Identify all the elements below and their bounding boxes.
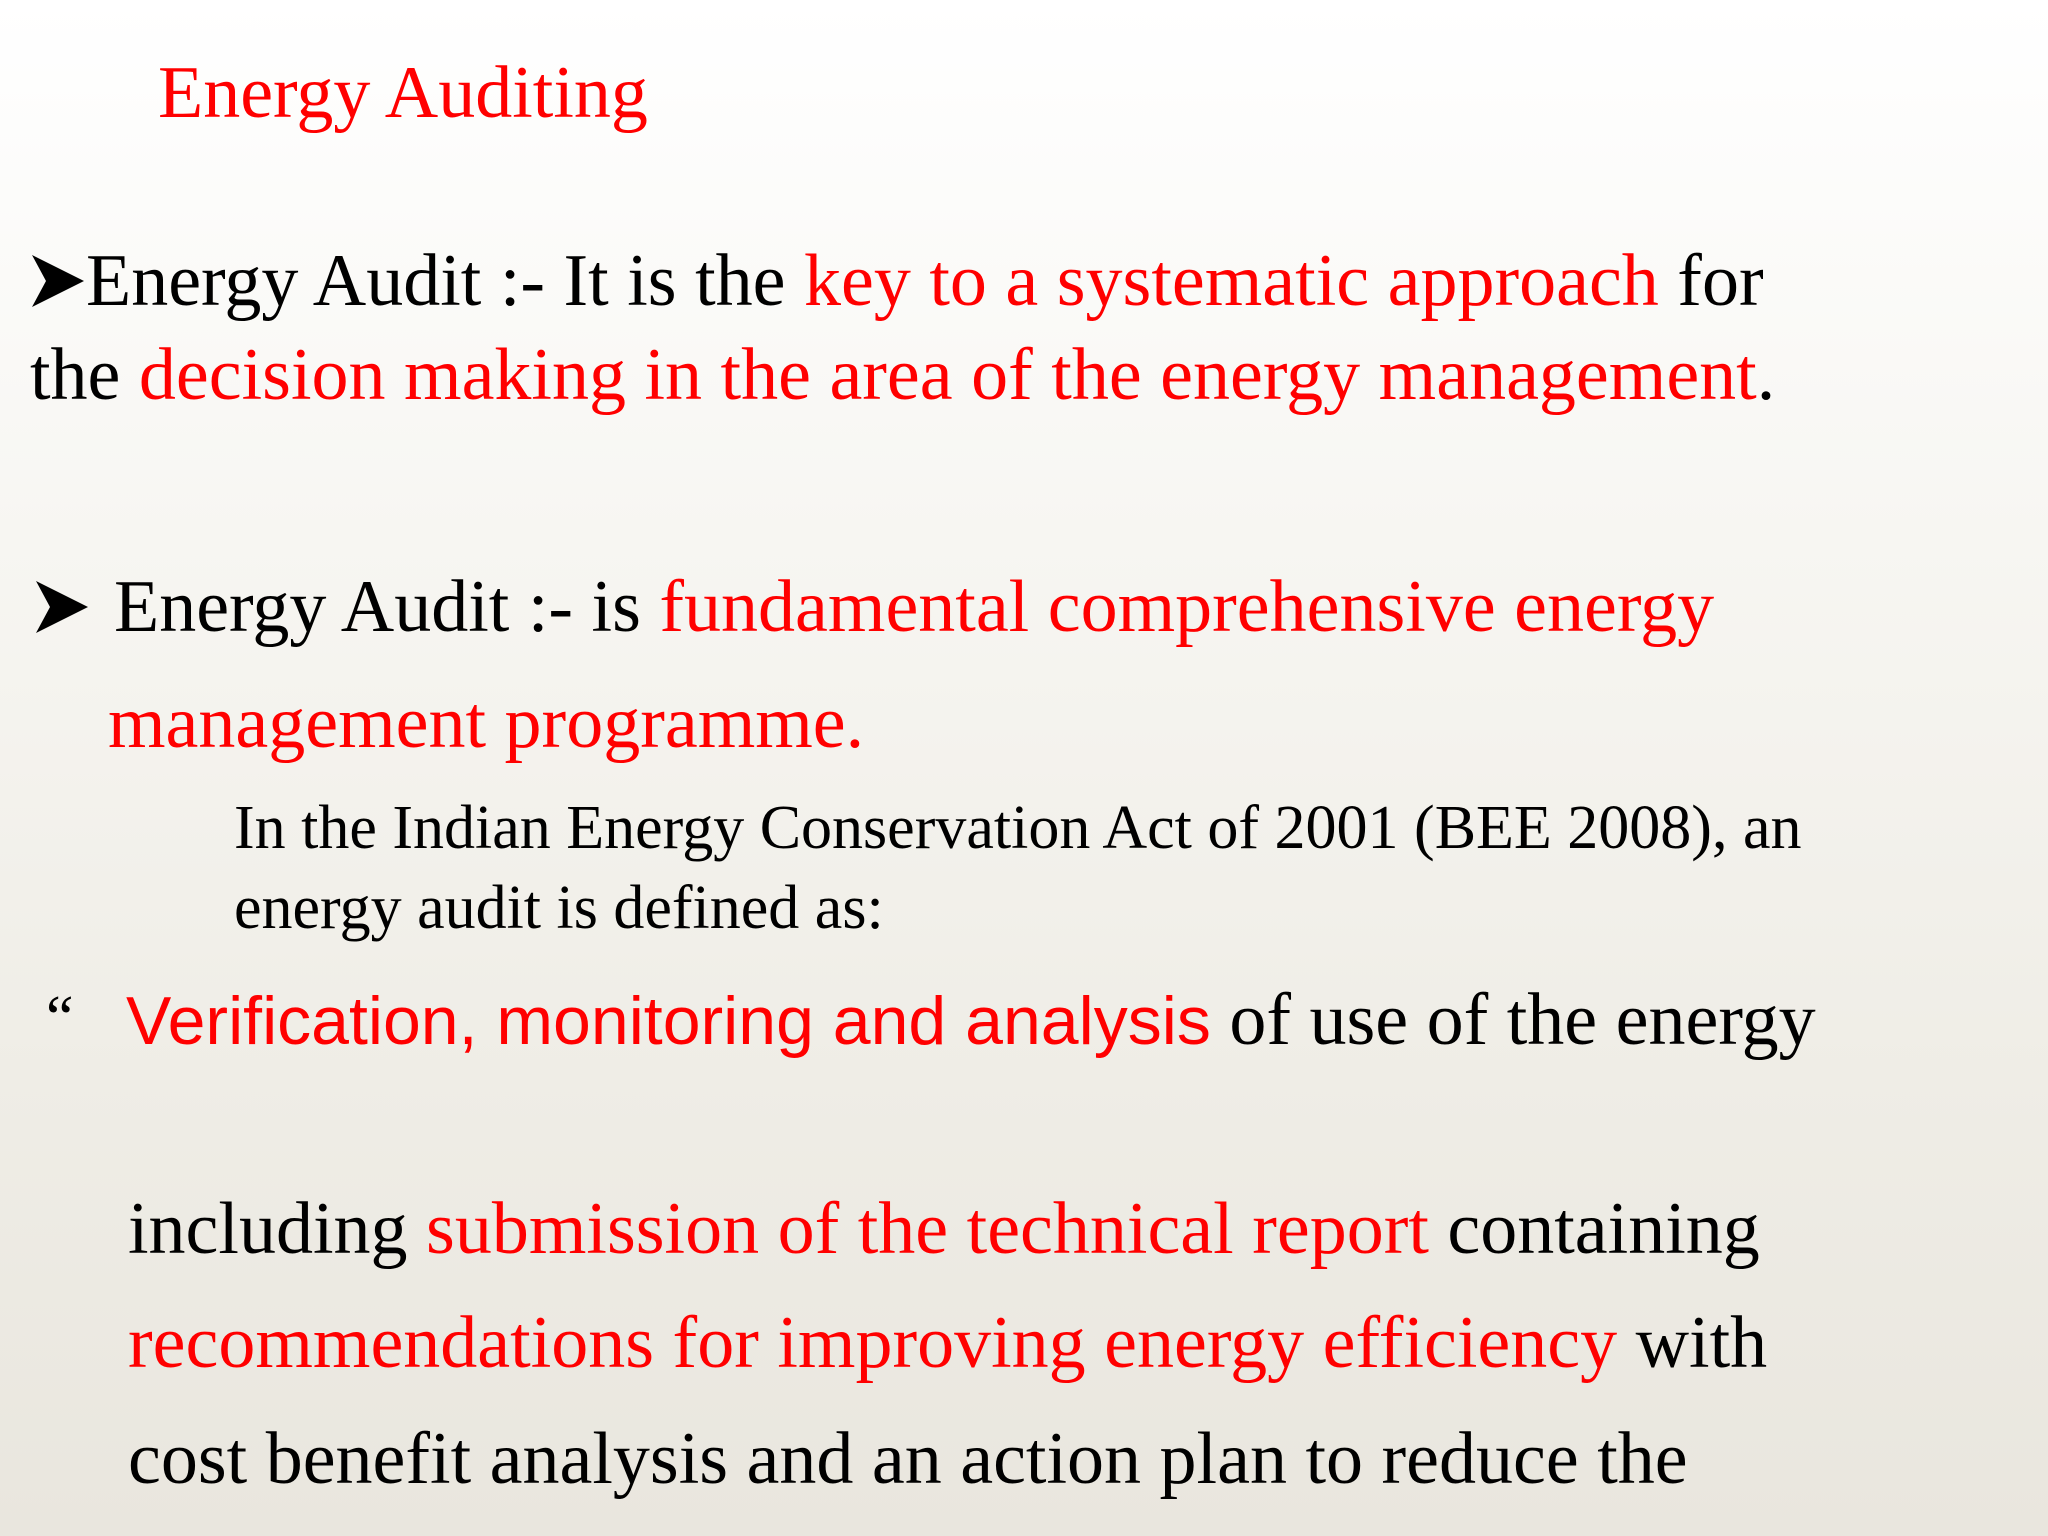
slide-title: Energy Auditing — [158, 52, 648, 134]
quote-line-4: cost benefit analysis and an action plan to reduce the — [128, 1418, 1688, 1500]
bullet-1-tail-text: for — [1658, 240, 1764, 322]
quote-line-3 — [128, 1298, 1767, 1388]
bullet-2-lead-text: Energy Audit :- is — [114, 566, 660, 648]
bullet-1-line-2-tail: . — [1756, 334, 1776, 416]
quote-line-1-tail: of use of the energy — [1210, 979, 1816, 1061]
bullet-1-lead-text: Energy Audit :- It is the — [86, 240, 804, 322]
quote-line-3-tail: with — [1617, 1302, 1768, 1384]
bullet-1-highlight-text: key to a systematic approach — [804, 240, 1659, 322]
bullet-2-line-2: management programme. — [108, 682, 865, 764]
quote-line-2-highlight: submission of the technical report — [426, 1188, 1429, 1270]
definition-intro-line-1: In the Indian Energy Conservation Act of 2001 (BEE 2008), an — [234, 794, 1802, 862]
arrowhead-bullet-icon — [34, 577, 90, 637]
quote-line-2 — [128, 1184, 1760, 1274]
quote-line-1 — [126, 975, 1816, 1066]
quote-line-3-highlight: recommendations for improving energy efficiency — [128, 1302, 1618, 1384]
bullet-1-line-2 — [30, 330, 1775, 420]
bullet-2-line-1 — [34, 562, 1714, 652]
bullet-1-line-2-highlight: decision making in the area of the energy management — [138, 334, 1757, 416]
bullet-1-line-2-lead: the — [30, 334, 139, 416]
definition-intro-line-2: energy audit is defined as: — [234, 874, 884, 942]
quote-line-2-lead: including — [128, 1188, 427, 1270]
open-quote-mark: “ — [46, 984, 74, 1052]
arrowhead-bullet-icon — [30, 251, 86, 311]
quote-line-1-highlight: Verification, monitoring and analysis — [126, 983, 1211, 1059]
bullet-2-highlight-text: fundamental comprehensive energy — [659, 566, 1715, 648]
quote-line-2-tail: containing — [1428, 1188, 1760, 1270]
bullet-1-line-1 — [30, 236, 1764, 326]
